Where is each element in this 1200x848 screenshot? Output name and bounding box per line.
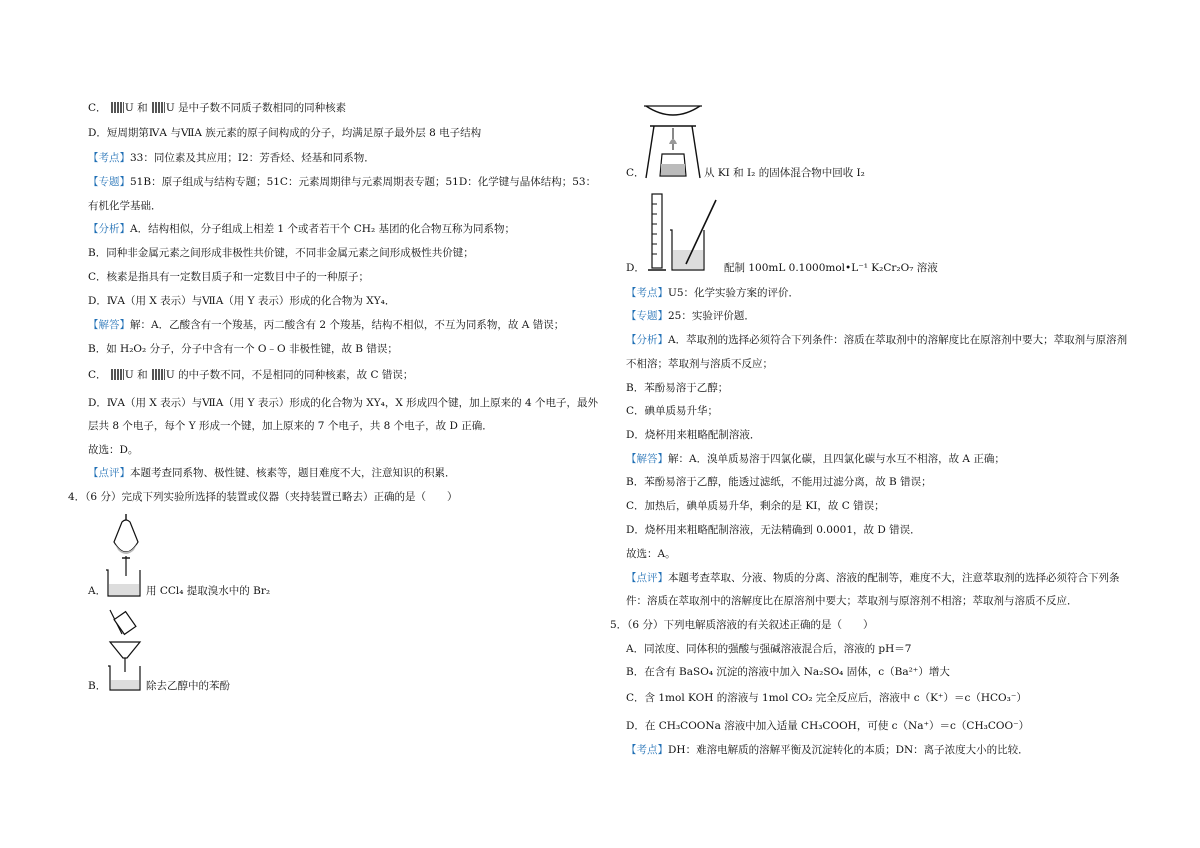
- fenxi-line-a: 【分析】A．结构相似，分子组成上相差 1 个或者若干个 CH₂ 基团的化合物互称为同系物；: [88, 223, 516, 235]
- fenxi-line-a1-r: 【分析】A．萃取剂的选择必须符合下列条件：溶质在萃取剂中的溶解度比在原溶剂中要大；萃取剂与原溶剂: [626, 334, 1128, 346]
- dianping-line-1-r: 【点评】本题考查萃取、分液、物质的分离、溶液的配制等，难度不大，注意萃取剂的选择必须符合下列条: [626, 572, 1120, 584]
- jieda-line-b: B．如 H₂O₂ 分子，分子中含有一个 O﹣O 非极性键，故 B 错误；: [88, 343, 398, 355]
- fenxi-line-b: B．同种非金属元素之间形成非极性共价键，不同非金属元素之间形成极性共价键；: [88, 247, 474, 259]
- option-5c: C．含 1mol KOH 的溶液与 1mol CO₂ 完全反应后，溶液中 c（K⁺）＝c（HCO₃⁻）: [626, 692, 1027, 704]
- fenxi-tag: 【分析】: [88, 223, 130, 235]
- fenxi-line-d: D．ⅣA（用 X 表示）与ⅦA（用 Y 表示）形成的化合物为 XY₄．: [88, 295, 396, 307]
- jieda-line-a-r: 【解答】解：A．溴单质易溶于四氯化碳，且四氯化碳与水互不相溶，故 A 正确；: [626, 453, 1005, 465]
- zhuanti-line: 【专题】51B：原子组成与结构专题；51C：元素周期律与元素周期表专题；51D：化学键与晶体结构；53：: [88, 176, 597, 188]
- fenxi-tag-2: 【分析】: [626, 334, 668, 346]
- jieda-line-d1: D．ⅣA（用 X 表示）与ⅦA（用 Y 表示）形成的化合物为 XY₄，X 形成四个键，加上原来的 4 个电子，最外: [88, 397, 599, 409]
- isotope-u235-symbol: [152, 102, 165, 113]
- kaodian-line-2: 【考点】U5：化学实验方案的评价．: [626, 287, 800, 299]
- dianping-line: 【点评】本题考查同系物、极性键、核素等，题目难度不大，注意知识的积累．: [88, 467, 456, 479]
- jieda-line-d-r: D．烧杯用来粗略配制溶液，无法精确到 0.0001，故 D 错误．: [626, 524, 921, 536]
- option-4a-label: A．: [88, 585, 107, 597]
- option-5b: B．在含有 BaSO₄ 沉淀的溶液中加入 Na₂SO₄ 固体，c（Ba²⁺）增大: [626, 666, 950, 678]
- option-4a-text: 用 CCl₄ 提取溴水中的 Br₂: [146, 585, 271, 597]
- fenxi-line-a2-r: 不相溶；萃取剂与溶质不反应；: [626, 358, 773, 370]
- fenxi-line-b-r: B．苯酚易溶于乙醇；: [626, 382, 729, 394]
- jieda-tag: 【解答】: [88, 319, 130, 331]
- zhuanti-line-2: 有机化学基础．: [88, 200, 162, 212]
- option-4c-label: C．: [626, 167, 645, 179]
- fenxi-line-c-r: C．碘单质易升华；: [626, 405, 719, 417]
- dianping-tag: 【点评】: [88, 467, 130, 479]
- jieda-line-a: 【解答】解：A．乙酸含有一个羧基，丙二酸含有 2 个羧基，结构不相似，不互为同系物，故 A 错误；: [88, 319, 565, 331]
- dianping-line-2-r: 件：溶质在萃取剂中的溶解度比在原溶剂中要大；萃取剂与原溶剂不相溶；萃取剂与溶质不反应．: [626, 595, 1078, 607]
- kaodian-tag-3: 【考点】: [626, 744, 668, 756]
- option-5d: D．在 CH₃COONa 溶液中加入适量 CH₃COOH，可使 c（Na⁺）＝c（CH₃COO⁻）: [626, 720, 1030, 732]
- filtration-figure: [100, 606, 146, 692]
- jieda-line-d2: 层共 8 个电子，每个 Y 形成一个键，加上原来的 7 个电子，共 8 个电子，故 D 正确．: [88, 420, 493, 432]
- fenxi-line-c: C．核素是指具有一定数目质子和一定数目中子的一种原子；: [88, 271, 370, 283]
- isotope-u235-symbol-2: [152, 369, 165, 380]
- option-4c-text: 从 KI 和 I₂ 的固体混合物中回收 I₂: [704, 167, 865, 179]
- separatory-funnel-figure: [100, 512, 146, 600]
- solution-prep-figure: [648, 192, 720, 274]
- kaodian-line-3: 【考点】DH：难溶电解质的溶解平衡及沉淀转化的本质；DN：离子浓度大小的比较．: [626, 744, 1029, 756]
- isotope-u238-symbol: [111, 102, 124, 113]
- jieda-line-b-r: B．苯酚易溶于乙醇，能透过滤纸，不能用过滤分离，故 B 错误；: [626, 476, 932, 488]
- question-5: 5．（6 分）下列电解质溶液的有关叙述正确的是（ ）: [610, 619, 874, 631]
- kaodian-line: 【考点】33：同位素及其应用；I2：芳香烃、烃基和同系物．: [88, 152, 375, 164]
- fenxi-line-d-r: D．烧杯用来粗略配制溶液．: [626, 429, 761, 441]
- option-4d-label: D．: [626, 262, 645, 274]
- jieda-line-c-r: C．加热后，碘单质易升华，剩余的是 KI，故 C 错误；: [626, 500, 885, 512]
- answer-line-r: 故选：A。: [626, 548, 676, 560]
- option-4d-text: 配制 100mL 0.1000mol•L⁻¹ K₂Cr₂O₇ 溶液: [724, 262, 938, 274]
- question-4: 4．（6 分）完成下列实验所选择的装置或仪器（夹持装置已略去）正确的是（ ）: [68, 491, 458, 503]
- zhuanti-tag-2: 【专题】: [626, 310, 668, 322]
- option-d: D．短周期第ⅣA 与ⅦA 族元素的原子间构成的分子，均满足原子最外层 8 电子结构: [88, 127, 482, 139]
- evaporation-figure: [640, 100, 706, 180]
- option-c-isotopes: C． U 和 U 是中子数不同质子数相同的同种核素: [88, 102, 347, 114]
- jieda-line-c: C． U 和 U 的中子数不同，不是相同的同种核素，故 C 错误；: [88, 369, 414, 381]
- answer-line: 故选：D。: [88, 444, 139, 456]
- zhuanti-line-r: 【专题】25：实验评价题．: [626, 310, 755, 322]
- zhuanti-tag: 【专题】: [88, 176, 130, 188]
- option-5a: A．同浓度、同体积的强酸与强碱溶液混合后，溶液的 pH＝7: [626, 643, 912, 655]
- kaodian-tag-2: 【考点】: [626, 287, 668, 299]
- option-4b-text: 除去乙醇中的苯酚: [146, 680, 230, 692]
- option-4b-label: B．: [88, 680, 107, 692]
- isotope-u238-symbol-2: [111, 369, 124, 380]
- jieda-tag-2: 【解答】: [626, 453, 668, 465]
- kaodian-tag: 【考点】: [88, 152, 130, 164]
- dianping-tag-2: 【点评】: [626, 572, 668, 584]
